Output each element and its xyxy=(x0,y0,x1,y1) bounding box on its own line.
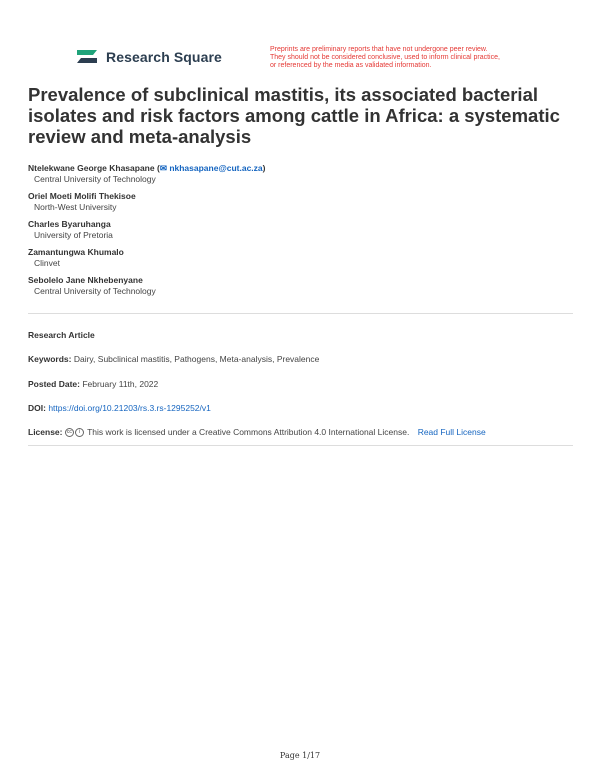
keywords-row xyxy=(28,354,319,364)
doi-link[interactable]: https://doi.org/10.21203/rs.3.rs-1295252/v1 xyxy=(48,403,211,413)
license-text: This work is licensed under a Creative Commons Attribution 4.0 International License. xyxy=(87,427,410,437)
author-name: Zamantungwa Khumalo xyxy=(28,247,124,257)
author-email-link[interactable]: nkhasapane@cut.ac.za xyxy=(169,163,263,173)
doi-row xyxy=(28,403,211,413)
keywords-label: Keywords: xyxy=(28,354,72,364)
research-square-logo[interactable] xyxy=(75,47,222,67)
logo-text: Research Square xyxy=(106,49,222,65)
preprint-notice xyxy=(270,46,540,70)
author-name: Charles Byaruhanga xyxy=(28,219,111,229)
research-square-logo-icon xyxy=(75,47,99,67)
notice-line: or referenced by the media as validated information. xyxy=(270,62,432,69)
attribution-icon: i xyxy=(75,428,84,437)
page-number: Page 1/17 xyxy=(279,751,321,760)
author-affiliation: University of Pretoria xyxy=(34,230,113,240)
author-affiliation: Central University of Technology xyxy=(34,286,156,296)
author-affiliation: Central University of Technology xyxy=(34,174,156,184)
posted-date-label: Posted Date: xyxy=(28,379,80,389)
notice-line: Preprints are preliminary reports that have not undergone peer review. xyxy=(270,46,488,53)
author-name: Oriel Moeti Molifi Thekisoe xyxy=(28,191,136,201)
read-full-license-link[interactable]: Read Full License xyxy=(417,427,486,437)
creative-commons-icon: cc xyxy=(66,429,72,436)
divider xyxy=(28,313,573,314)
article-title: Prevalence of subclinical mastitis, its associated bacterial isolates and risk factors among cattle in Africa: a systematic review and meta-analysis xyxy=(28,84,560,147)
divider xyxy=(28,445,573,446)
article-type: Research Article xyxy=(28,330,95,340)
doi-label: DOI: xyxy=(28,403,46,413)
author-name: Ntelekwane George Khasapane (✉ nkhasapane@cut.ac.za) xyxy=(28,163,266,173)
license-row xyxy=(28,427,486,437)
notice-line: They should not be considered conclusive, used to inform clinical practice, xyxy=(270,54,500,61)
posted-date-row xyxy=(28,379,158,389)
license-label: License: xyxy=(28,427,63,437)
author-name: Sebolelo Jane Nkhebenyane xyxy=(28,275,143,285)
author-list xyxy=(28,163,568,303)
author-affiliation: North-West University xyxy=(34,202,117,212)
posted-date-value: February 11th, 2022 xyxy=(82,379,159,389)
keywords-value: Dairy, Subclinical mastitis, Pathogens, Meta-analysis, Prevalence xyxy=(73,354,320,364)
email-icon: ✉ xyxy=(159,163,167,173)
author-affiliation: Clinvet xyxy=(34,258,60,268)
